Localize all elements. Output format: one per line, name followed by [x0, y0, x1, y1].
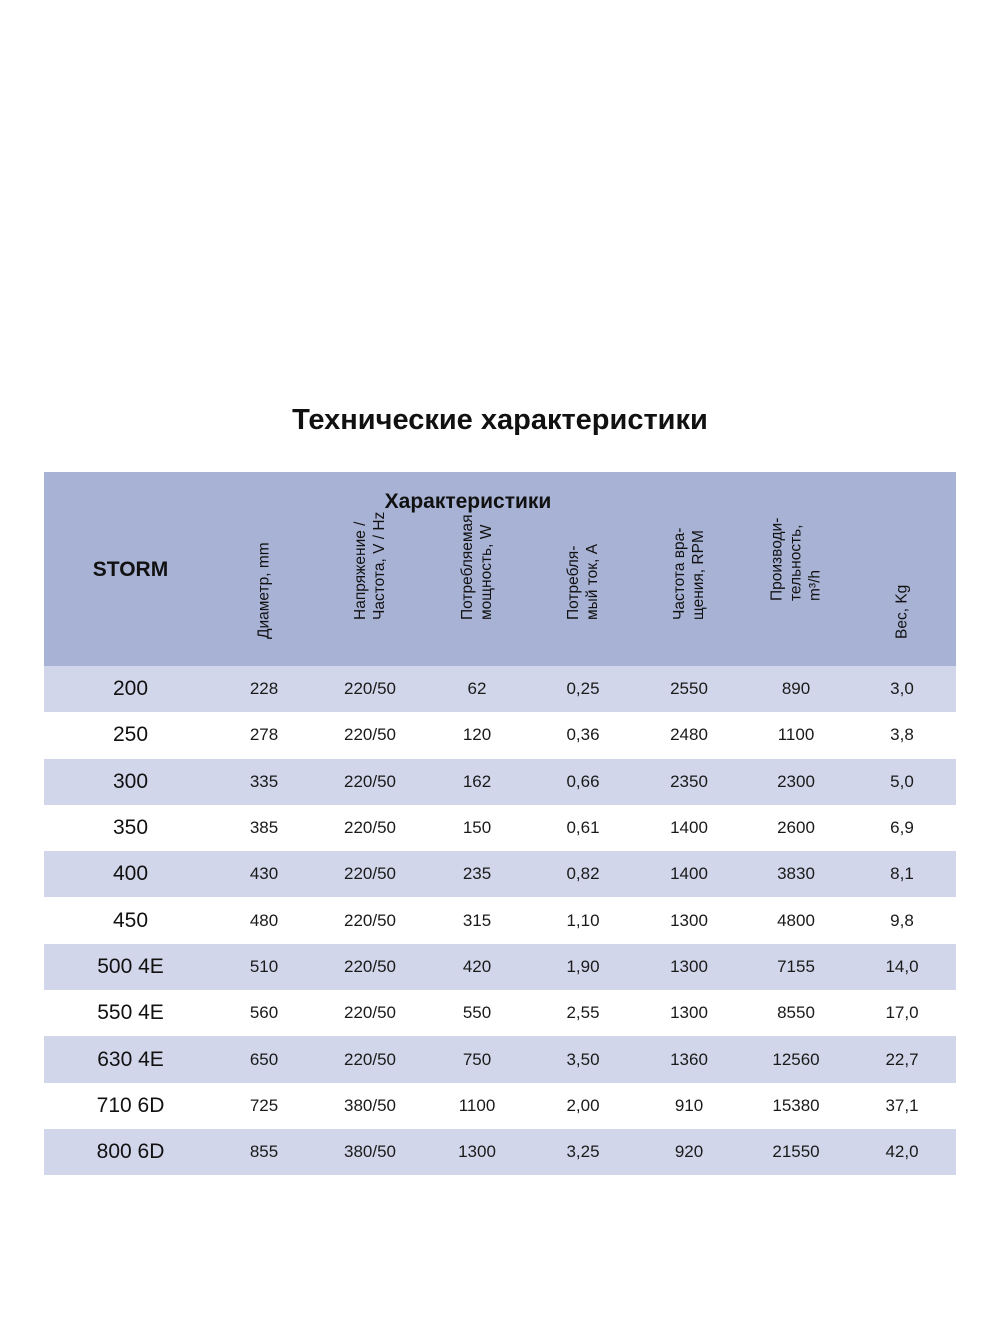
value-cell: 3,0	[890, 679, 914, 699]
value-cell: 42,0	[885, 1142, 919, 1162]
value-cell: 3,25	[566, 1142, 600, 1162]
value-cell: 21550	[772, 1142, 820, 1162]
value-cell: 1300	[458, 1142, 496, 1162]
value-cell: 12560	[772, 1049, 820, 1069]
value-cell: 335	[249, 771, 279, 791]
value-cell: 2600	[777, 818, 815, 838]
table-header	[44, 472, 956, 666]
value-cell: 5,0	[890, 771, 914, 791]
value-cell: 2,55	[566, 1003, 600, 1023]
value-cell: 920	[674, 1142, 704, 1162]
value-cell: 2300	[777, 771, 815, 791]
model-cell: 710 6D	[96, 1093, 165, 1117]
table-row	[44, 1083, 956, 1129]
value-cell: 1400	[670, 864, 708, 884]
value-cell: 228	[249, 679, 279, 699]
value-cell: 15380	[772, 1095, 820, 1115]
value-cell: 1100	[458, 1095, 496, 1115]
value-cell: 315	[462, 910, 492, 930]
value-cell: 150	[462, 818, 492, 838]
value-cell: 380/50	[344, 1095, 396, 1115]
value-cell: 890	[781, 679, 811, 699]
value-cell: 220/50	[344, 818, 396, 838]
value-cell: 2550	[670, 679, 708, 699]
model-cell: 200	[112, 677, 149, 701]
value-cell: 3,8	[890, 725, 914, 745]
value-cell: 0,82	[566, 864, 600, 884]
value-cell: 3,50	[566, 1049, 600, 1069]
value-cell: 1,10	[566, 910, 600, 930]
value-cell: 14,0	[885, 956, 919, 976]
value-cell: 725	[249, 1095, 279, 1115]
value-cell: 1400	[670, 818, 708, 838]
value-cell: 2,00	[566, 1095, 600, 1115]
model-cell: 250	[112, 723, 149, 747]
value-cell: 550	[462, 1003, 492, 1023]
value-cell: 278	[249, 725, 279, 745]
group-title: Характеристики	[384, 490, 552, 513]
value-cell: 4800	[777, 910, 815, 930]
table-row	[44, 712, 956, 758]
model-cell: 630 4E	[97, 1047, 164, 1071]
value-cell: 0,36	[566, 725, 600, 745]
table-row	[44, 666, 956, 712]
model-cell: 450	[112, 908, 149, 932]
model-cell: 500 4E	[97, 954, 164, 978]
value-cell: 220/50	[344, 679, 396, 699]
col-head-rpm: Частота вра- щения, RPM	[671, 527, 707, 620]
col-head-weight: Вес, Kg	[893, 584, 911, 639]
model-cell: 550 4E	[97, 1001, 164, 1025]
value-cell: 22,7	[885, 1049, 919, 1069]
value-cell: 430	[249, 864, 279, 884]
value-cell: 120	[462, 725, 492, 745]
value-cell: 220/50	[344, 771, 396, 791]
value-cell: 6,9	[890, 818, 914, 838]
model-cell: 300	[112, 769, 149, 793]
col-head-power: Потребляемая мощность, W	[459, 514, 495, 620]
col-head-capacity: Производи- тельность, m³/h	[768, 517, 824, 601]
model-cell: 800 6D	[96, 1140, 165, 1164]
table-row	[44, 851, 956, 897]
page-title: Технические характеристики	[292, 404, 708, 436]
value-cell: 37,1	[885, 1095, 919, 1115]
value-cell: 62	[467, 679, 487, 699]
value-cell: 1300	[670, 1003, 708, 1023]
value-cell: 2480	[670, 725, 708, 745]
value-cell: 0,61	[566, 818, 600, 838]
value-cell: 1360	[670, 1049, 708, 1069]
col-head-voltage: Напряжение / Частота, V / Hz	[352, 511, 388, 620]
value-cell: 855	[249, 1142, 279, 1162]
spec-table	[44, 472, 956, 1175]
col-head-current: Потребля- мый ток, A	[565, 543, 601, 620]
value-cell: 2350	[670, 771, 708, 791]
value-cell: 3830	[777, 864, 815, 884]
value-cell: 380/50	[344, 1142, 396, 1162]
value-cell: 235	[462, 864, 492, 884]
table-row	[44, 1129, 956, 1175]
value-cell: 1300	[670, 956, 708, 976]
value-cell: 220/50	[344, 956, 396, 976]
model-cell: 400	[112, 862, 149, 886]
value-cell: 220/50	[344, 725, 396, 745]
col-head-diameter: Диаметр, mm	[255, 542, 273, 639]
value-cell: 1100	[777, 725, 815, 745]
brand-label: STORM	[92, 558, 169, 581]
value-cell: 650	[249, 1049, 279, 1069]
value-cell: 220/50	[344, 1049, 396, 1069]
value-cell: 8550	[777, 1003, 815, 1023]
value-cell: 220/50	[344, 910, 396, 930]
value-cell: 162	[462, 771, 492, 791]
value-cell: 750	[462, 1049, 492, 1069]
value-cell: 220/50	[344, 864, 396, 884]
value-cell: 17,0	[885, 1003, 919, 1023]
table-row	[44, 1036, 956, 1082]
table-row	[44, 990, 956, 1036]
value-cell: 9,8	[890, 910, 914, 930]
value-cell: 220/50	[344, 1003, 396, 1023]
value-cell: 7155	[777, 956, 815, 976]
value-cell: 910	[674, 1095, 704, 1115]
table-row	[44, 805, 956, 851]
table-body	[44, 666, 956, 1175]
value-cell: 510	[249, 956, 279, 976]
table-row	[44, 897, 956, 943]
value-cell: 8,1	[890, 864, 914, 884]
value-cell: 385	[249, 818, 279, 838]
value-cell: 1300	[670, 910, 708, 930]
table-row	[44, 759, 956, 805]
value-cell: 0,25	[566, 679, 600, 699]
value-cell: 1,90	[566, 956, 600, 976]
value-cell: 0,66	[566, 771, 600, 791]
value-cell: 480	[249, 910, 279, 930]
model-cell: 350	[112, 816, 149, 840]
table-row	[44, 944, 956, 990]
value-cell: 420	[462, 956, 492, 976]
value-cell: 560	[249, 1003, 279, 1023]
